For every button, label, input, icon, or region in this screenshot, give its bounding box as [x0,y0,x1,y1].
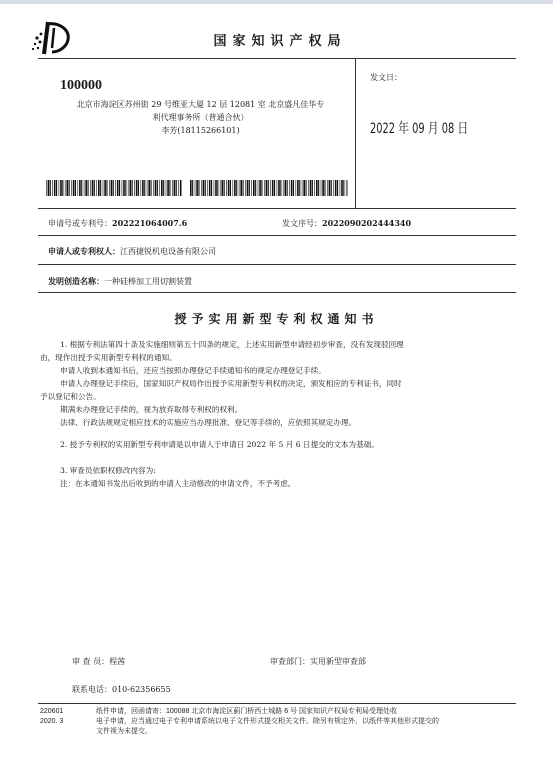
department-label: 审查部门： [270,657,310,666]
notice-title: 授予实用新型专利权通知书 [174,312,379,326]
footer-rule [38,703,516,704]
address-line-2: 利代理事务所（普通合伙） [152,113,249,122]
invention-label: 发明创造名称： [48,276,104,286]
paragraph-6: 2. 授予专利权的实用新型专利申请是以申请人于申请日 2022 年 5 月 6 日提交的文本为基础。 [60,440,379,449]
send-date-label: 发文日： [370,73,402,82]
paragraph-1: 1. 根据专利法第四十条及实施细则第五十四条的规定，上述实用新型申请经初步审查，没有发现驳回理 [60,340,404,349]
footer-line-2: 电子申请，应当通过电子专利申请系统以电子文件形式提交相关文件。除另有规定外，以纸件等其他形式提交的 [96,718,439,725]
paragraph-3-cont: 予以登记和公告。 [40,392,101,401]
applicant-label: 申请人或专利权人： [48,246,120,256]
paragraph-2: 申请人收到本通知书后，还应当按照办理登记手续通知书的规定办理登记手续。 [60,366,326,375]
paragraph-7: 3. 审查员依职权修改内容为: [60,466,156,475]
examiner [72,656,125,667]
fields-top-rule [38,208,516,209]
applicant-value: 江西捷锐机电设备有限公司 [120,247,216,256]
barcode-right [190,180,348,196]
contact-phone [72,684,171,695]
fields-rule-1 [38,235,516,236]
invention-value: 一种硅棒加工用切割装置 [104,277,192,286]
cnipa-logo-icon [30,18,74,58]
footer-codes [40,707,63,727]
footer-line-1: 纸件申请，回函请寄：100088 北京市海淀区蓟门桥西土城路 6 号 国家知识产权局专利局受理处收 [96,708,398,715]
examiner-label: 审 查 员： [72,657,110,666]
postal-code: 100000 [60,78,102,93]
paragraph-1-cont: 由，现作出授予实用新型专利权的通知。 [40,353,177,362]
footer-line-3: 文件视为未提交。 [96,728,152,735]
recipient-address [48,98,353,137]
application-number-value: 202221064007.6 [112,218,188,228]
examiner-value: 程茜 [109,657,126,666]
address-divider [355,58,356,208]
form-code: 220601 [40,708,64,715]
address-line-1: 北京市海淀区苏州街 29 号维亚大厦 12 层 12081 室 北京盛凡佳华专 [76,100,325,109]
examination-department [270,656,366,667]
form-version: 2020. 3 [40,718,64,725]
barcode-left [46,180,182,196]
document-number-label: 发文序号： [282,219,322,228]
application-number [48,218,187,229]
department-value: 实用新型审查部 [310,657,366,666]
contact-person: 李芳(18115266101) [161,126,240,135]
invention-title [48,276,192,287]
send-date-value: 2022 年 09 月 08 日 [370,121,469,137]
paragraph-8: 注：在本通知书发出后收到的申请人主动修改的申请文件，不予考虑。 [60,479,296,488]
application-number-label: 申请号或专利号： [48,219,112,228]
applicant [48,246,216,257]
fields-bottom-rule [38,292,516,293]
document-number [282,218,411,229]
paragraph-5: 法律、行政法规规定相应技术的实施应当办理批准、登记等手续的，应依照其规定办理。 [60,418,357,427]
fields-rule-2 [38,264,516,265]
paragraph-3: 申请人办理登记手续后，国家知识产权局作出授予实用新型专利权的决定，颁发相应的专利证书，同时 [60,379,402,388]
header-rule [38,58,516,59]
paragraph-4: 期满未办理登记手续的，视为放弃取得专利权的权利。 [60,405,243,414]
notice-body [40,338,510,490]
phone-value: 010-62356655 [112,685,171,694]
office-name: 国家知识产权局 [213,34,347,49]
phone-label: 联系电话： [72,685,112,694]
document-number-value: 2022090202444340 [322,218,412,228]
footer-notes [96,707,516,737]
top-edge-strip [0,0,553,4]
